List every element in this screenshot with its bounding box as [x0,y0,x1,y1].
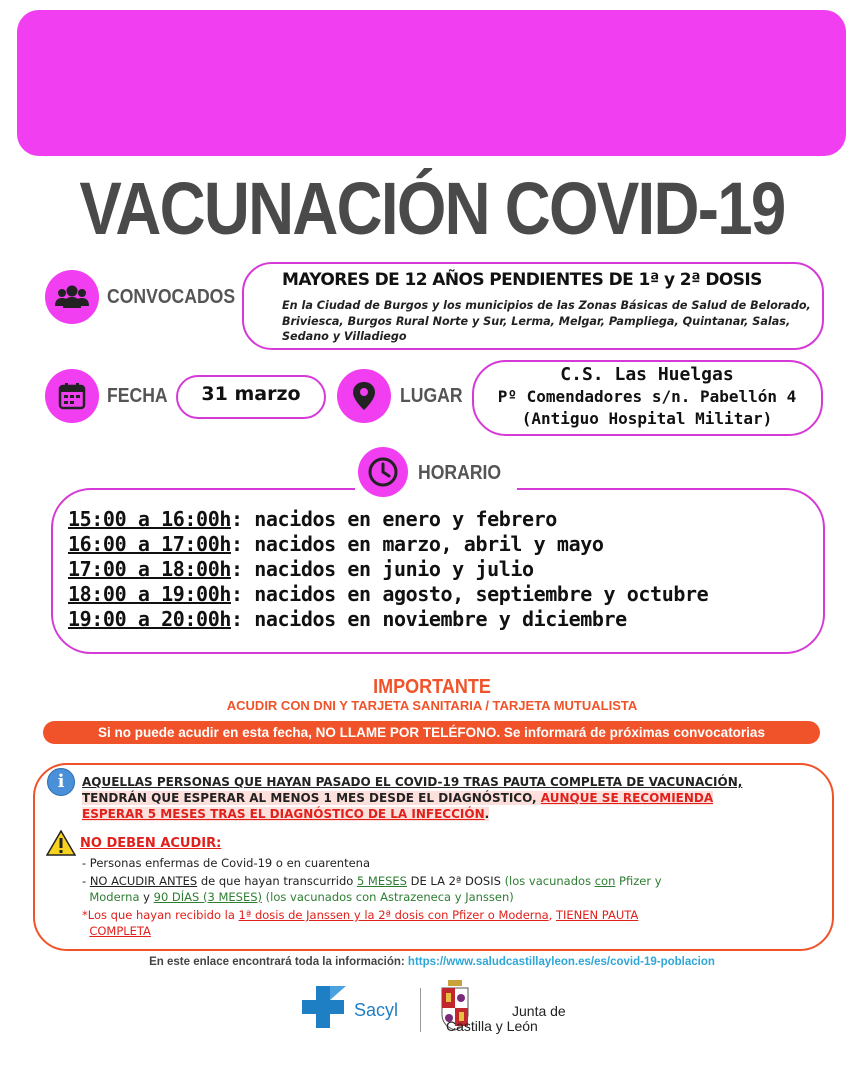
info-icon: i [47,768,75,796]
list-item [82,873,802,905]
horario-text: : nacidos en noviembre y diciembre [230,607,627,631]
list-item: - Personas enfermas de Covid-19 o en cuarentena [82,856,371,870]
convocados-heading: MAYORES DE 12 AÑOS PENDIENTES DE 1ª y 2ª DOSIS [282,270,762,290]
footer-link[interactable]: https://www.saludcastillayleon.es/es/covid-19-poblacion [407,956,715,968]
info-text-red: COMPLETA [89,924,151,938]
calendar-icon [45,369,99,423]
horario-row [68,532,604,556]
info-text: - [82,874,90,888]
horario-text: : nacidos en agosto, septiembre y octubre [230,582,709,606]
info-text-green: Moderna [89,890,140,904]
lugar-label: LUGAR [400,385,463,407]
fecha-value: 31 marzo [201,383,301,405]
horario-time: 18:00 a 19:00h [68,582,231,606]
no-acudir-list [82,855,802,939]
info-text-green: 5 MESES [356,874,407,888]
clock-icon [358,447,408,497]
horario-row [68,557,534,581]
lugar-street: Pº Comendadores s/n. Pabellón 4 [497,387,797,406]
horario-text: : nacidos en enero y febrero [230,507,557,531]
horario-text: : nacidos en marzo, abril y mayo [230,532,604,556]
horario-row [68,582,708,606]
lugar-note: (Antiguo Hospital Militar) [521,409,773,428]
info-text-red: TIENEN PAUTA [555,908,639,922]
convocados-detail: En la Ciudad de Burgos y los municipios de las Zonas Básicas de Salud de Belorado, Briviesca, Burgos Rural Norte y Sur, Lerma, Melgar, Pampliega, Quintanar, Salas, Sedano y Villadiego [282,299,811,343]
sacyl-logo [300,984,352,1034]
junta-logo-text [446,1003,566,1034]
no-deben-acudir-heading: NO DEBEN ACUDIR: [80,836,222,851]
info-text-red: ESPERAR 5 MESES TRAS EL DIAGNÓSTICO DE LA INFECCIÓN [82,807,485,821]
info-text-green: (los vacunados con Astrazeneca y Janssen) [262,890,514,904]
info-text-green: con [594,874,616,888]
info-text-green: Pfizer y [615,874,662,888]
info-text-red: *Los que hayan recibido la [82,908,239,922]
location-pin-icon [337,369,391,423]
info-text: y [139,890,154,904]
info-text-red: 1ª dosis de Janssen y la 2ª dosis con Pfizer o Moderna [238,908,549,922]
page-title: VACUNACIÓN COVID-19 [79,167,785,250]
logo-divider [420,988,421,1032]
info-text-green: 90 DÍAS (3 MESES) [153,890,262,904]
importante-subtitle: ACUDIR CON DNI Y TARJETA SANITARIA / TARJETA MUTUALISTA [226,698,638,713]
convocados-label: CONVOCADOS [107,286,236,308]
junta-line-2: Castilla y León [446,1018,538,1034]
lugar-address [472,364,822,430]
horario-row [68,607,627,631]
sacyl-logo-text: Sacyl [354,1000,399,1020]
warning-icon [46,830,76,860]
info-text-green: (los vacunados [504,874,595,888]
info-text: . [484,807,490,821]
info-text: NO ACUDIR ANTES [89,874,198,888]
info-text: de que hayan transcurrido [197,874,357,888]
fecha-label: FECHA [107,385,168,407]
list-item [82,907,802,939]
horario-row [68,507,557,531]
people-icon [45,270,99,324]
importante-title: IMPORTANTE [373,676,491,698]
footer-info [0,956,864,968]
footer-text: En este enlace encontrará toda la información: [149,956,408,968]
junta-line-1: Junta de [512,1003,566,1019]
info-paragraph [82,774,802,822]
horario-time: 15:00 a 16:00h [68,507,231,531]
info-text-red: AUNQUE SE RECOMIENDA [540,791,714,805]
no-llame-banner: Si no puede acudir en esta fecha, NO LLAME POR TELÉFONO. Se informará de próximas convocatorias [43,721,820,744]
header-banner [17,10,846,156]
horario-time: 16:00 a 17:00h [68,532,231,556]
info-text: TENDRÁN QUE ESPERAR AL MENOS 1 MES DESDE EL DIAGNÓSTICO, [82,791,537,805]
horario-time: 19:00 a 20:00h [68,607,231,631]
horario-text: : nacidos en junio y julio [230,557,534,581]
horario-label: HORARIO [418,462,502,484]
horario-time: 17:00 a 18:00h [68,557,231,581]
info-text-red: , [548,908,556,922]
info-text: DE LA 2ª DOSIS [406,874,505,888]
lugar-center-name: C.S. Las Huelgas [560,364,734,385]
info-text: AQUELLAS PERSONAS QUE HAYAN PASADO EL COVID-19 TRAS PAUTA COMPLETA DE VACUNACIÓN, [82,775,743,789]
